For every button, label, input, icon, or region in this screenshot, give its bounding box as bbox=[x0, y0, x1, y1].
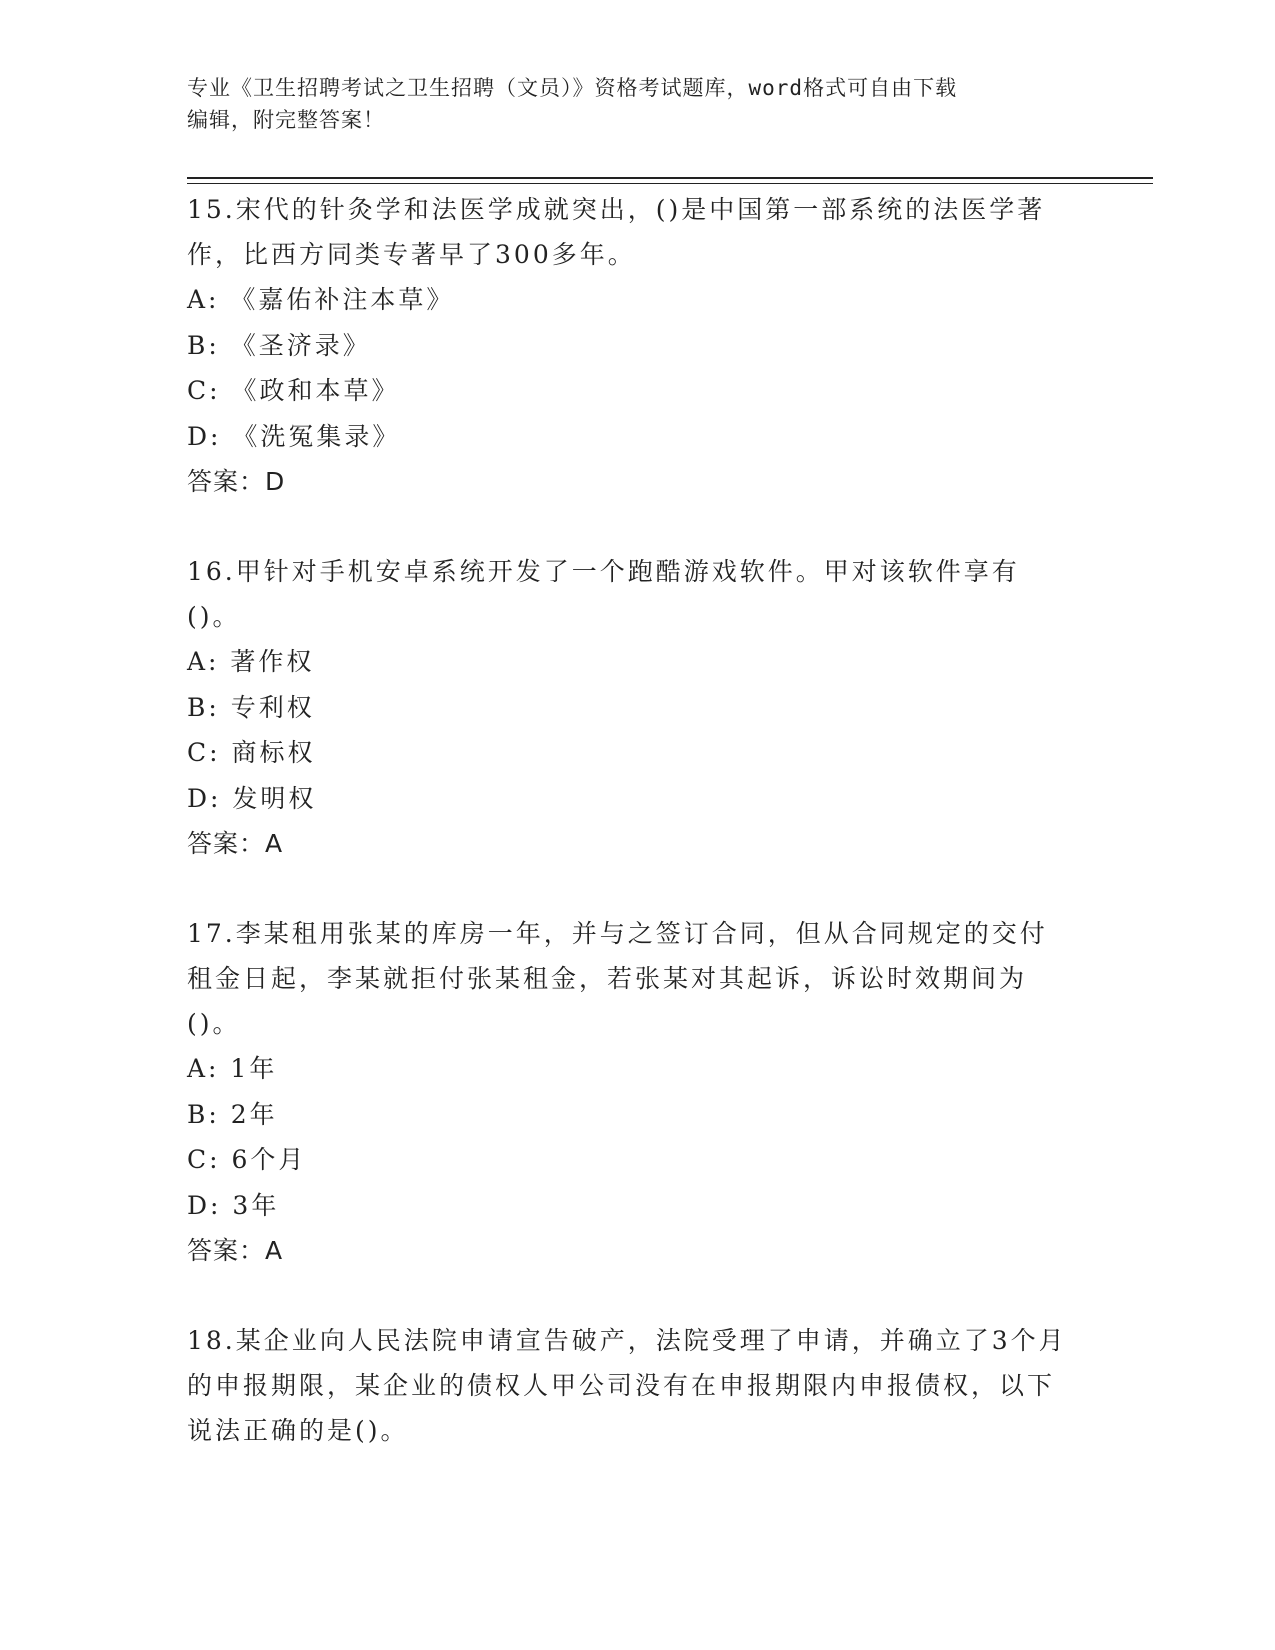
question-18 bbox=[187, 1318, 1087, 1453]
option-b: B: 2年 bbox=[187, 1099, 278, 1129]
option-c: C: 商标权 bbox=[187, 738, 316, 767]
question-text: 18.某企业向人民法院申请宣告破产，法院受理了申请，并确立了3个月的申报期限，某企业的债权人甲公司没有在申报期限内申报债权，以下说法正确的是()。 bbox=[187, 1326, 1067, 1445]
header-line-1: 专业《卫生招聘考试之卫生招聘（文员）》资格考试题库，word格式可自由下载 bbox=[187, 76, 958, 100]
question-text: 17.李某租用张某的库房一年，并与之签订合同，但从合同规定的交付租金日起，李某就拒付张某租金，若张某对其起诉，诉讼时效期间为()。 bbox=[187, 919, 1048, 1038]
header-divider-thin bbox=[187, 183, 1153, 184]
answer: 答案：A bbox=[187, 829, 284, 858]
option-b: B: 《圣济录》 bbox=[187, 330, 371, 360]
answer: 答案：D bbox=[187, 467, 286, 496]
option-d: D: 3年 bbox=[187, 1190, 280, 1220]
option-a: A: 1年 bbox=[187, 1054, 278, 1083]
option-a: A: 《嘉佑补注本草》 bbox=[187, 285, 455, 314]
option-d: D: 《洗冤集录》 bbox=[187, 421, 401, 451]
question-text: 15.宋代的针灸学和法医学成就突出，()是中国第一部系统的法医学著作，比西方同类专著早了300多年。 bbox=[187, 195, 1046, 269]
option-c: C: 《政和本草》 bbox=[187, 376, 400, 405]
question-16 bbox=[187, 549, 1087, 866]
answer: 答案：A bbox=[187, 1236, 284, 1265]
question-list bbox=[187, 187, 1087, 1453]
question-15 bbox=[187, 187, 1087, 504]
option-d: D: 发明权 bbox=[187, 783, 317, 813]
header-line-2: 编辑，附完整答案！ bbox=[187, 108, 385, 132]
header-divider-thick bbox=[187, 177, 1153, 179]
option-b: B: 专利权 bbox=[187, 692, 315, 722]
question-spacer bbox=[187, 1273, 1087, 1318]
question-17 bbox=[187, 911, 1087, 1273]
question-spacer bbox=[187, 866, 1087, 911]
question-text: 16.甲针对手机安卓系统开发了一个跑酷游戏软件。甲对该软件享有()。 bbox=[187, 557, 1020, 631]
option-c: C: 6个月 bbox=[187, 1145, 307, 1174]
option-a: A: 著作权 bbox=[187, 647, 315, 676]
question-spacer bbox=[187, 504, 1087, 549]
document-header bbox=[187, 72, 1067, 136]
